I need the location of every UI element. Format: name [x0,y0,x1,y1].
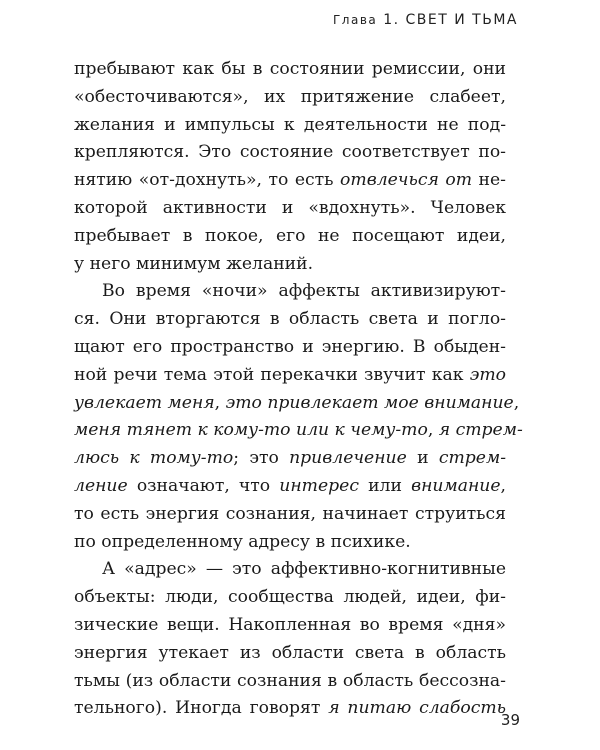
text-line [74,195,506,223]
text-line [74,223,506,251]
italic-text: это привлекает мое внимание [225,392,514,413]
text-line [74,362,506,390]
text-run: тьмы (из области сознания в область бессозна- [74,670,506,691]
text-line [74,556,506,584]
italic-text: это [469,364,506,385]
text-line [74,334,506,362]
italic-text: внимание [411,475,501,496]
text-run: пребывает в покое, его не посещают идеи, [74,225,506,246]
italic-text: интерес [279,475,359,496]
text-line [74,278,506,306]
italic-text: меня тянет к кому-то или к чему-то [74,420,428,441]
text-run: щают его пространство и энергию. В обыден- [74,336,506,357]
text-run: ; это [233,448,290,469]
text-run: объекты: люди, сообщества людей, идеи, фи- [74,587,506,608]
text-run: у него минимум желаний. [74,253,314,274]
text-run: крепляются. Это состояние соответствует по- [74,142,506,163]
text-run: означают, что [127,475,280,496]
text-line [74,473,506,501]
text-line [74,584,506,612]
italic-text: отвлечься от [340,170,473,191]
text-run: которой активности и «вдохнуть». Человек [74,197,506,218]
italic-text: люсь к тому-то [74,448,234,469]
text-line [74,390,520,418]
text-run: Во время «ночи» аффекты активизируют- [102,281,506,302]
italic-text: я стрем- [438,420,523,441]
chapter-number: 1. [383,12,400,28]
text-run: ся. Они вторгаются в область света и погло- [74,309,506,330]
text-line [74,529,506,557]
text-run: «обесточиваются», их притяжение слабеет, [74,86,506,107]
text-run: , [513,392,520,413]
text-line [74,668,506,696]
chapter-word: Глава [332,13,378,27]
running-head [333,12,518,28]
text-run: , [500,475,506,496]
text-run: ной речи тема этой перекачки звучит как [74,364,470,385]
text-run: то есть энергия сознания, начинает струиться [74,503,506,524]
text-line [74,501,506,529]
text-line [74,112,506,140]
text-line [74,640,506,668]
text-run: желания и импульсы к деятельности не под- [74,114,506,135]
paragraph [74,56,506,278]
italic-text: ление [74,475,128,496]
text-line [74,695,506,723]
italic-text: привлечение [289,448,407,469]
paragraph [74,278,523,556]
text-run: нятию «от-дохнуть», то есть [74,170,341,191]
text-line [74,612,506,640]
text-run: или [358,475,412,496]
italic-text: стрем- [438,448,506,469]
text-line [74,445,506,473]
text-line [74,417,523,445]
text-line [74,306,506,334]
text-run: А «адрес» — это аффективно-когнитивные [102,559,506,580]
text-run: , [427,420,439,441]
italic-text: я питаю слабость [328,698,507,719]
text-line [74,251,506,279]
text-line [74,139,506,167]
text-run: тельного). Иногда говорят [74,698,329,719]
text-line [74,84,506,112]
italic-text: увлекает меня [74,392,215,413]
text-line [74,56,506,84]
text-run: по определенному адресу в психике. [74,531,411,552]
text-run: не- [472,170,506,191]
text-run: и [406,448,439,469]
paragraph [74,556,506,723]
text-run: пребывают как бы в состоянии ремиссии, они [74,59,506,79]
text-run: зические вещи. Накопленная во время «дня» [74,614,506,635]
text-run: , [214,392,226,413]
page-number: 39 [500,711,520,729]
text-line [74,167,506,195]
chapter-title: СВЕТ И ТЬМА [405,12,518,28]
text-run: энергия утекает из области света в область [74,642,506,663]
